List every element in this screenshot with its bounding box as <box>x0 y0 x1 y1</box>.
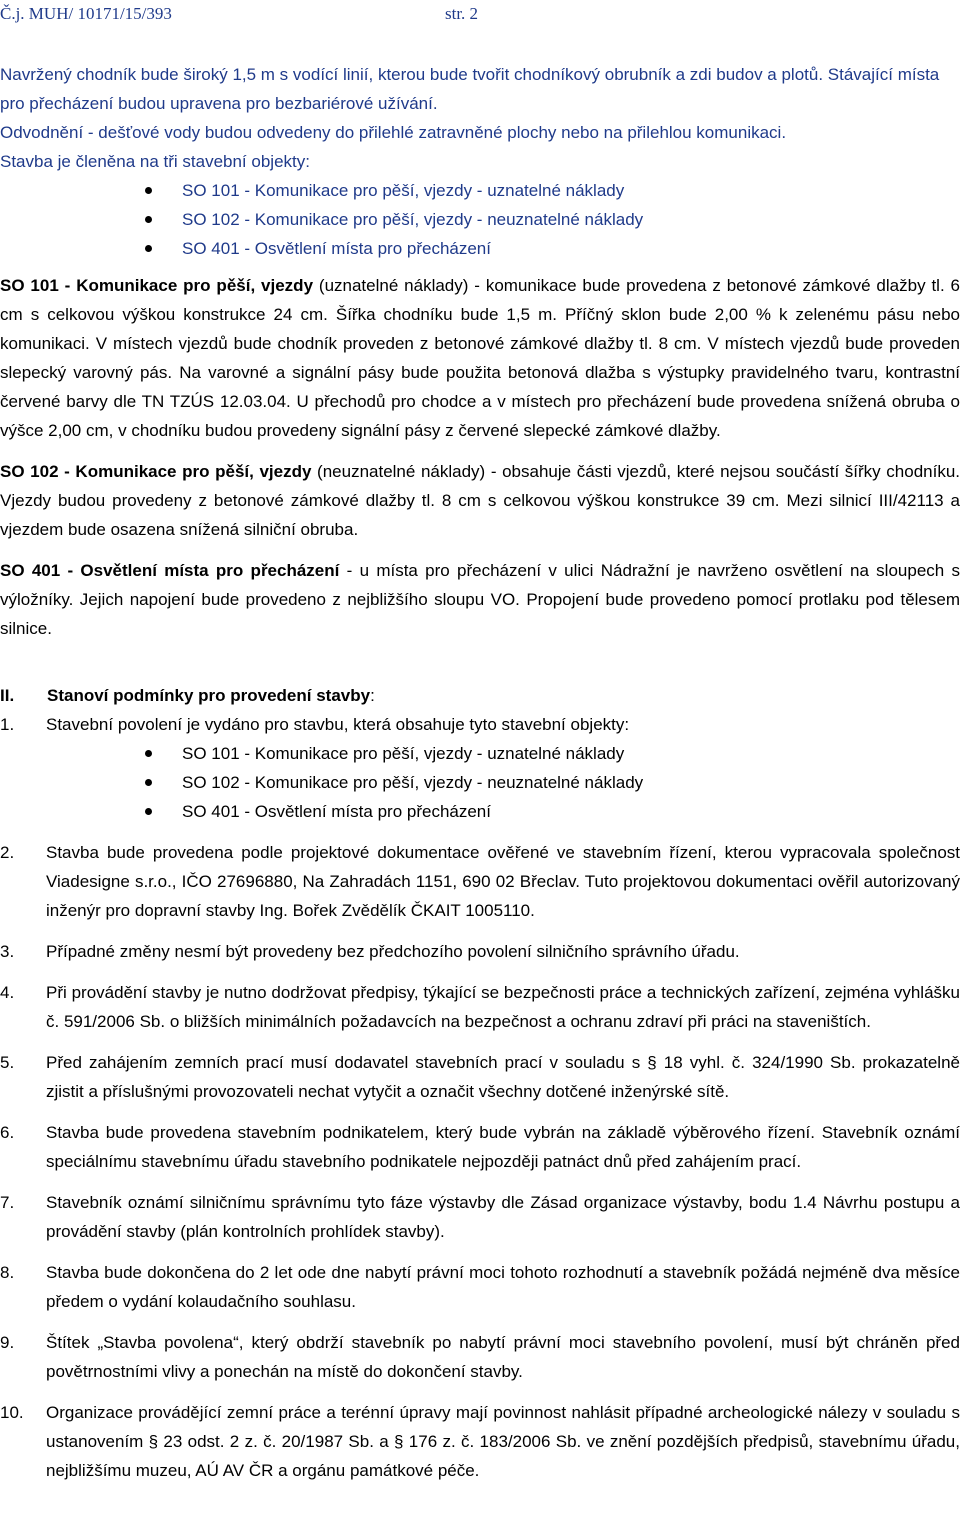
section-2-number: II. <box>0 686 15 705</box>
condition-number: 2. <box>0 843 15 862</box>
intro-paragraph-2: Odvodnění - dešťové vody budou odvedeny do přilehlé zatravněné plochy nebo na přilehlou komunikaci. <box>0 123 787 142</box>
condition-text: Stavební povolení je vydáno pro stavbu, která obsahuje tyto stavební objekty: <box>46 715 630 734</box>
condition-number: 1. <box>0 715 15 734</box>
intro-paragraph-3: Stavba je členěna na tři stavební objekty: <box>0 152 310 171</box>
condition-text: Při provádění stavby je nutno dodržovat předpisy, týkající se bezpečnosti práce a technických zařízení, zejména vyhlášku č. 591/2006 Sb. o bližších minimálních požadavcích na bezpečnost a ochranu zdraví při práci na staveništích. <box>46 983 960 1031</box>
object-list-item: SO 102 - Komunikace pro pěší, vjezdy - neuznatelné náklady <box>0 768 960 797</box>
condition-text: Případné změny nesmí být provedeny bez předchozího povolení silničního správního úřadu. <box>46 942 740 961</box>
condition-text: Stavebník oznámí silničnímu správnímu tyto fáze výstavby dle Zásad organizace výstavby, bodu 1.4 Návrhu postupu a provádění stavby (plán kontrolních prohlídek stavby). <box>46 1193 960 1241</box>
so101-paragraph <box>0 271 960 445</box>
so102-title: SO 102 - Komunikace pro pěší, vjezdy <box>0 462 312 481</box>
condition-number: 9. <box>0 1333 15 1352</box>
condition-item-3 <box>0 937 960 966</box>
condition-item-1 <box>0 710 960 739</box>
so101-text: (uznatelné náklady) - komunikace bude provedena z betonové zámkové dlažby tl. 6 cm s celkovou výškou konstrukce 24 cm. Šířka chodníku bude 1,5 m. Příčný sklon bude 2,00 % k zelenému pásu nebo komunikaci. V místech vjezdů bude chodník proveden z betonové zámkové dlažby tl. 8 cm. V místech vjezdů bude proveden slepecký varovný pás. Na varovné a signální pásy bude použita betonová dlažba s výstupky pravidelného tvaru, kontrastní červené barvy dle TN TZÚS 12.03.04. U přechodů pro chodce a v místech pro přecházení bude provedena snížená obruba o výšce 2,00 cm, v chodníku budou provedeny signální pásy z červené slepecké zámkové dlažby. <box>0 276 960 440</box>
condition-item-4 <box>0 978 960 1036</box>
condition-text: Organizace provádějící zemní práce a terénní úpravy mají povinnost nahlásit případné archeologické nálezy v souladu s ustanovením § 23 odst. 2 z. č. 20/1987 Sb. a § 176 z. č. 183/2006 Sb. ve znění pozdějších předpisů, stavebnímu úřadu, nejbližšímu muzeu, AÚ AV ČR a orgánu památkové péče. <box>46 1403 960 1480</box>
object-list-item: SO 101 - Komunikace pro pěší, vjezdy - uznatelné náklady <box>0 176 960 205</box>
condition-text: Stavba bude provedena stavebním podnikatelem, který bude vybrán na základě výběrového řízení. Stavebník oznámí speciálnímu stavebnímu úřadu stavebního podnikatele nejpozději patnáct dnů před zahájením prací. <box>46 1123 960 1171</box>
condition-number: 8. <box>0 1263 15 1282</box>
condition-number: 7. <box>0 1193 15 1212</box>
section-2-title: Stanoví podmínky pro provedení stavby <box>47 686 371 705</box>
so101-title: SO 101 - Komunikace pro pěší, vjezdy <box>0 276 314 295</box>
object-list-item: SO 102 - Komunikace pro pěší, vjezdy - neuznatelné náklady <box>0 205 960 234</box>
section-2-colon: : <box>370 686 375 705</box>
so102-text: (neuznatelné náklady) - obsahuje části vjezdů, které nejsou součástí šířky chodníku. Vjezdy budou provedeny z betonové zámkové dlažby tl. 8 cm s celkovou výškou konstrukce 39 cm. Mezi silnicí III/42113 a vjezdem bude osazena snížená silniční obruba. <box>0 462 960 539</box>
condition-text: Stavba bude provedena podle projektové dokumentace ověřené ve stavebním řízení, kterou vypracovala společnost Viadesigne s.r.o., IČO 27696880, Na Zahradách 1151, 690 02 Břeclav. Tuto projektovou dokumentaci ověřil autorizovaný inženýr pro dopravní stavby Ing. Bořek Zvědělík ČKAIT 1005110. <box>46 843 960 920</box>
condition-item-10 <box>0 1398 960 1485</box>
condition-number: 5. <box>0 1053 15 1072</box>
object-list-item: SO 101 - Komunikace pro pěší, vjezdy - uznatelné náklady <box>0 739 960 768</box>
condition-text: Štítek „Stavba povolena“, který obdrží stavebník po nabytí právní moci stavebního povolení, musí být chráněn před povětrnostními vlivy a ponechán na místě do dokončení stavby. <box>46 1333 960 1381</box>
object-list-item: SO 401 - Osvětlení místa pro přecházení <box>0 234 960 263</box>
section-2-heading <box>0 681 960 710</box>
condition-item-2 <box>0 838 960 925</box>
reference-number: Č.j. MUH/ 10171/15/393 <box>0 4 172 23</box>
condition-item-7 <box>0 1188 960 1246</box>
condition-number: 6. <box>0 1123 15 1142</box>
condition-item-6 <box>0 1118 960 1176</box>
condition-number: 4. <box>0 983 15 1002</box>
condition-text: Stavba bude dokončena do 2 let ode dne nabytí právní moci tohoto rozhodnutí a stavebník požádá nejméně dva měsíce předem o vydání kolaudačního souhlasu. <box>46 1263 960 1311</box>
intro-paragraph-1: Navržený chodník bude široký 1,5 m s vodící linií, kterou bude tvořit chodníkový obrubník a zdi budov a plotů. Stávající místa pro přecházení budou upravena pro bezbariérové užívání. <box>0 65 940 113</box>
object-list-item: SO 401 - Osvětlení místa pro přecházení <box>0 797 960 826</box>
intro-section <box>0 60 960 263</box>
so401-title: SO 401 - Osvětlení místa pro přecházení <box>0 561 340 580</box>
document-body <box>0 271 960 1485</box>
condition-text: Před zahájením zemních prací musí dodavatel stavebních prací v souladu s § 18 vyhl. č. 324/1990 Sb. prokazatelně zjistit a příslušnými provozovateli nechat vytyčit a označit všechny dotčené inženýrské sítě. <box>46 1053 960 1101</box>
condition-number: 3. <box>0 942 15 961</box>
so401-paragraph <box>0 556 960 643</box>
page-number: str. 2 <box>445 4 479 23</box>
condition-number: 10. <box>0 1403 24 1422</box>
condition-item-8 <box>0 1258 960 1316</box>
so102-paragraph <box>0 457 960 544</box>
page-header <box>0 4 960 24</box>
so401-text: - u místa pro přecházení v ulici Nádražní je navrženo osvětlení na sloupech s výložníky. Jejich napojení bude provedeno z nejbližšího sloupu VO. Propojení bude provedeno pomocí protlaku pod tělesem silnice. <box>0 561 960 638</box>
condition-item-9 <box>0 1328 960 1386</box>
object-list-2 <box>0 739 960 826</box>
condition-item-5 <box>0 1048 960 1106</box>
